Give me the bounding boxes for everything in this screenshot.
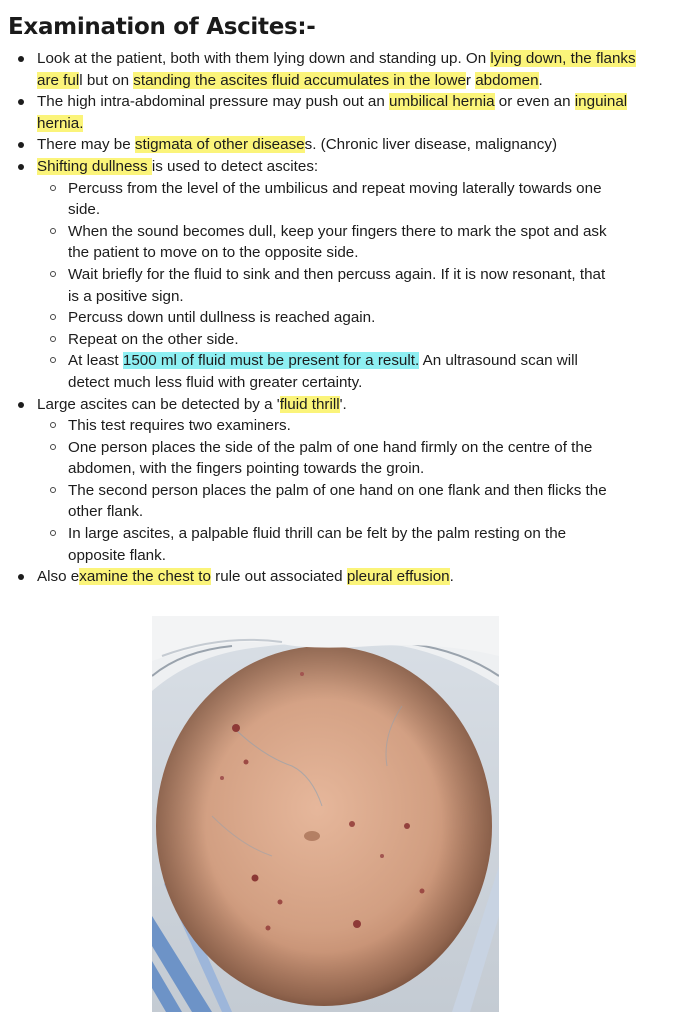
sub-bullet-item	[37, 178, 640, 221]
bullet-dot-icon	[18, 56, 24, 62]
highlighted-text: fluid thrill	[279, 395, 340, 413]
sub-bullet-text	[68, 223, 607, 262]
text-segment: In large ascites, a palpable fluid thrill can be felt by the palm resting on the opposite flank.	[68, 525, 567, 564]
sub-bullet-item	[37, 437, 640, 480]
highlighted-text: standing the ascites fluid accumulates in the lowe	[133, 71, 466, 89]
text-segment: l but on	[79, 71, 134, 89]
bullet-dot-icon	[18, 574, 24, 580]
text-segment: This test requires two examiners.	[68, 417, 291, 435]
text-segment: Percuss from the level of the umbilicus and repeat moving laterally towards one side.	[68, 179, 602, 219]
hollow-bullet-icon	[50, 422, 56, 428]
text-segment: Look at the patient, both with them lying down and standing up. On	[37, 50, 491, 67]
sub-bullet-text	[68, 309, 375, 326]
abdomen-photo-graphic	[152, 616, 499, 1012]
text-segment: Wait briefly for the fluid to sink and then percuss again. If it is now resonant, that is a positive sign.	[68, 265, 606, 305]
bullet-dot-icon	[18, 402, 24, 408]
highlighted-text: abdomen	[475, 71, 539, 89]
bullet-item	[0, 48, 680, 91]
bullet-item	[0, 156, 680, 394]
sub-bullet-text	[68, 180, 602, 219]
text-segment: At least	[68, 352, 123, 370]
sub-bullet-text	[68, 266, 605, 305]
highlighted-text: inguinal hernia.	[37, 93, 628, 132]
highlighted-text: umbilical hernia	[389, 93, 495, 111]
bullet-dot-icon	[18, 99, 24, 105]
hollow-bullet-icon	[50, 271, 56, 277]
text-segment: '.	[339, 395, 347, 413]
text-segment: rule out associated	[210, 568, 347, 586]
hollow-bullet-icon	[50, 228, 56, 234]
hollow-bullet-icon	[50, 185, 56, 191]
hollow-bullet-icon	[50, 530, 56, 536]
highlighted-text: 1500 ml of fluid must be present for a result.	[122, 352, 420, 370]
sub-bullet-item	[37, 415, 640, 437]
sub-bullet-item	[37, 329, 640, 351]
text-segment: The second person places the palm of one hand on one flank and then flicks the other flank.	[68, 481, 607, 521]
sub-bullet-text	[68, 331, 239, 348]
bullet-item	[0, 91, 680, 134]
text-segment: Large ascites can be detected by a '	[37, 395, 280, 413]
text-segment: There may be	[37, 136, 135, 154]
bullet-text	[37, 136, 557, 153]
sub-bullet-text	[68, 525, 566, 564]
text-segment: .	[538, 71, 543, 89]
text-segment: One person places the side of the palm of one hand firmly on the centre of the abdomen, with the fingers pointing towards the groin.	[68, 438, 593, 478]
text-segment: .	[449, 568, 454, 586]
sub-bullet-item	[37, 264, 640, 307]
sub-bullet-list	[37, 415, 640, 566]
text-segment: Repeat on the other side.	[68, 330, 239, 348]
hollow-bullet-icon	[50, 314, 56, 320]
text-segment: is used to detect ascites:	[151, 157, 319, 175]
bullet-item	[0, 134, 680, 156]
abdomen-photo	[152, 616, 499, 1012]
sub-bullet-list	[37, 178, 640, 394]
sub-bullet-text	[68, 417, 291, 434]
page-title: Examination of Ascites:-	[8, 14, 316, 40]
sub-bullet-item	[37, 480, 640, 523]
text-segment: The high intra-abdominal pressure may push out an	[37, 93, 390, 111]
sub-bullet-text	[68, 482, 607, 521]
bullet-text	[37, 568, 454, 585]
highlighted-text: pleural effusion	[346, 568, 450, 586]
text-segment: An ultrasound scan will detect much less fluid with greater certainty.	[68, 352, 578, 391]
highlighted-text: xamine the chest to	[79, 568, 211, 586]
hollow-bullet-icon	[50, 487, 56, 493]
hollow-bullet-icon	[50, 357, 56, 363]
text-segment: s. (Chronic liver disease, malignancy)	[304, 136, 557, 154]
text-segment: Also e	[37, 568, 80, 586]
bullet-text	[37, 93, 627, 132]
bullet-item	[0, 394, 680, 567]
bullet-dot-icon	[18, 142, 24, 148]
bullet-list	[0, 48, 680, 588]
sub-bullet-item	[37, 307, 640, 329]
hollow-bullet-icon	[50, 336, 56, 342]
text-segment: Percuss down until dullness is reached again.	[68, 309, 376, 327]
sub-bullet-item	[37, 523, 640, 566]
hollow-bullet-icon	[50, 444, 56, 450]
sub-bullet-item	[37, 350, 640, 393]
sub-bullet-text	[68, 352, 578, 391]
highlighted-text: stigmata of other disease	[134, 136, 305, 154]
bullet-text	[37, 158, 318, 175]
bullet-text	[37, 50, 636, 89]
sub-bullet-item	[37, 221, 640, 264]
bullet-text	[37, 396, 347, 413]
text-segment: r	[465, 71, 476, 89]
bullet-dot-icon	[18, 164, 24, 170]
bullet-item	[0, 566, 680, 588]
text-segment: or even an	[494, 93, 575, 111]
sub-bullet-text	[68, 439, 592, 478]
highlighted-text: lying down, the flanks are ful	[37, 50, 636, 89]
highlighted-text: Shifting dullness	[37, 157, 152, 175]
text-segment: When the sound becomes dull, keep your fingers there to mark the spot and ask the patient to move on to the opposite side.	[68, 222, 607, 262]
